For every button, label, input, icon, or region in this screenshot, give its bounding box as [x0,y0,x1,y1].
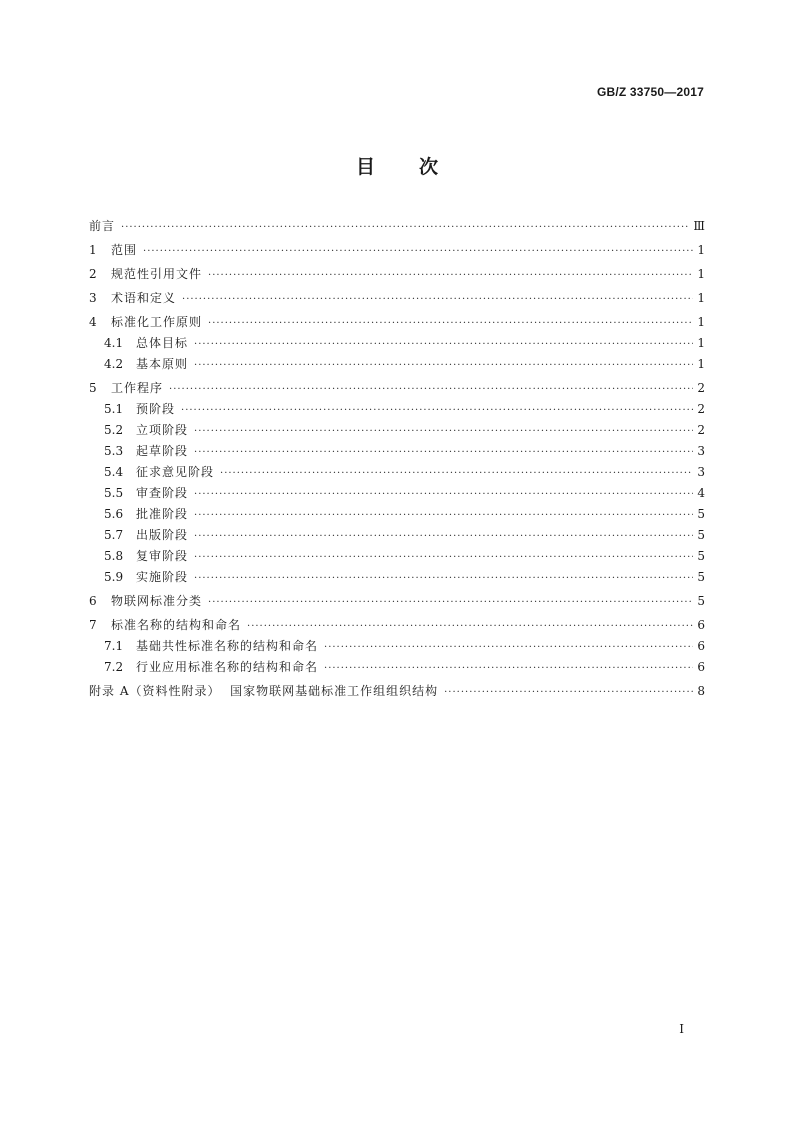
toc-entry-number: 7.1 [104,639,124,653]
toc-entry-page: 1 [697,291,705,305]
toc-entry-5-3[interactable] [89,441,705,462]
toc-entry-6[interactable] [89,591,705,612]
toc-leader-dots [182,289,693,310]
toc-entry-number: 7 [89,618,97,632]
toc-entry-5-2[interactable] [89,420,705,441]
toc-entry-page: 6 [697,639,705,653]
toc-entry-page: 1 [697,267,705,281]
toc-leader-dots [194,421,693,442]
toc-entry-number: 4.1 [104,336,124,350]
toc-leader-dots [181,400,693,421]
toc-entry-label: 起草阶段 [136,444,189,458]
toc-entry-label: 标准化工作原则 [111,315,203,329]
toc-entry-label: 总体目标 [136,336,189,350]
toc-entry-7-1[interactable] [89,636,705,657]
toc-entry-label: 审查阶段 [136,486,189,500]
toc-entry-page: 5 [697,549,705,563]
toc-entry-page: 8 [697,684,705,698]
toc-entry-number: 5.2 [104,423,124,437]
toc-entry-page: 2 [697,402,705,416]
toc-entry-number: 7.2 [104,660,124,674]
toc-entry-annex-a[interactable] [89,681,705,702]
toc-leader-dots [194,526,693,547]
toc-leader-dots [194,505,693,526]
toc-entry-page: Ⅲ [693,219,705,233]
toc-leader-dots [121,217,689,238]
toc-title [0,152,794,179]
toc-leader-dots [143,241,693,262]
toc-entry-page: 1 [697,315,705,329]
toc-entry-number: 5.4 [104,465,124,479]
toc-leader-dots [444,682,693,703]
toc-entry-1[interactable] [89,240,705,261]
toc-leader-dots [208,592,693,613]
toc-entry-label: 工作程序 [111,381,164,395]
toc-entry-label: 立项阶段 [136,423,189,437]
toc-entry-label: 前言 [89,219,116,233]
toc-leader-dots [208,265,693,286]
standard-code: GB/Z 33750—2017 [596,85,704,99]
toc-entry-label: 规范性引用文件 [111,267,203,281]
toc-leader-dots [169,379,693,400]
toc-entry-page: 5 [697,507,705,521]
toc-entry-label: 批准阶段 [136,507,189,521]
toc-entry-number: 4.2 [104,357,124,371]
toc-entry-label: 出版阶段 [136,528,189,542]
toc-entry-number: 6 [89,594,97,608]
toc-entry-5-9[interactable] [89,567,705,588]
toc-entry-page: 3 [697,444,705,458]
toc-entry-number: 5.1 [104,402,124,416]
toc-entry-number: 3 [89,291,97,305]
toc-leader-dots [208,313,693,334]
toc-entry-5-6[interactable] [89,504,705,525]
toc-entry-label: 实施阶段 [136,570,189,584]
toc-entry-label: 附录 A（资料性附录） 国家物联网基础标准工作组组织结构 [89,684,439,698]
toc-entry-4-2[interactable] [89,354,705,375]
toc-entry-number: 5.6 [104,507,124,521]
toc-entry-label: 术语和定义 [111,291,177,305]
table-of-contents [89,216,705,702]
toc-entry-label: 基础共性标准名称的结构和命名 [136,639,319,653]
toc-entry-page: 6 [697,660,705,674]
toc-entry-page: 3 [697,465,705,479]
toc-entry-5-8[interactable] [89,546,705,567]
toc-entry-number: 5 [89,381,97,395]
toc-entry-5-7[interactable] [89,525,705,546]
toc-entry-number: 5.5 [104,486,124,500]
toc-entry-2[interactable] [89,264,705,285]
toc-title-char-2: 次 [419,156,439,178]
toc-entry-5-1[interactable] [89,399,705,420]
page-number: I [679,1022,684,1036]
toc-entry-page: 1 [697,336,705,350]
toc-entry-number: 5.8 [104,549,124,563]
toc-entry-label: 物联网标准分类 [111,594,203,608]
toc-entry-label: 预阶段 [136,402,176,416]
toc-entry-foreword[interactable] [89,216,705,237]
toc-entry-4-1[interactable] [89,333,705,354]
toc-entry-7[interactable] [89,615,705,636]
toc-leader-dots [324,637,693,658]
toc-entry-label: 基本原则 [136,357,189,371]
toc-entry-5[interactable] [89,378,705,399]
toc-entry-number: 5.3 [104,444,124,458]
toc-entry-7-2[interactable] [89,657,705,678]
toc-entry-page: 5 [697,570,705,584]
toc-entry-number: 1 [89,243,97,257]
toc-entry-3[interactable] [89,288,705,309]
toc-entry-4[interactable] [89,312,705,333]
toc-entry-page: 6 [697,618,705,632]
toc-leader-dots [324,658,693,679]
toc-title-char-1: 目 [355,156,375,178]
toc-leader-dots [194,442,693,463]
toc-entry-page: 4 [697,486,705,500]
toc-leader-dots [247,616,693,637]
toc-entry-number: 5.9 [104,570,124,584]
toc-entry-page: 2 [697,381,705,395]
toc-entry-page: 5 [697,594,705,608]
toc-entry-page: 1 [697,243,705,257]
toc-entry-page: 1 [697,357,705,371]
toc-entry-page: 5 [697,528,705,542]
toc-leader-dots [194,547,693,568]
toc-entry-page: 2 [697,423,705,437]
toc-entry-label: 征求意见阶段 [136,465,215,479]
toc-leader-dots [194,484,693,505]
toc-leader-dots [194,355,693,376]
toc-entry-label: 标准名称的结构和命名 [111,618,242,632]
toc-entry-label: 复审阶段 [136,549,189,563]
toc-entry-number: 5.7 [104,528,124,542]
toc-entry-label: 范围 [111,243,138,257]
toc-entry-number: 2 [89,267,97,281]
toc-entry-number: 4 [89,315,97,329]
toc-leader-dots [194,568,693,589]
toc-entry-5-4[interactable] [89,462,705,483]
toc-leader-dots [220,463,693,484]
toc-entry-label: 行业应用标准名称的结构和命名 [136,660,319,674]
toc-entry-5-5[interactable] [89,483,705,504]
toc-leader-dots [194,334,693,355]
